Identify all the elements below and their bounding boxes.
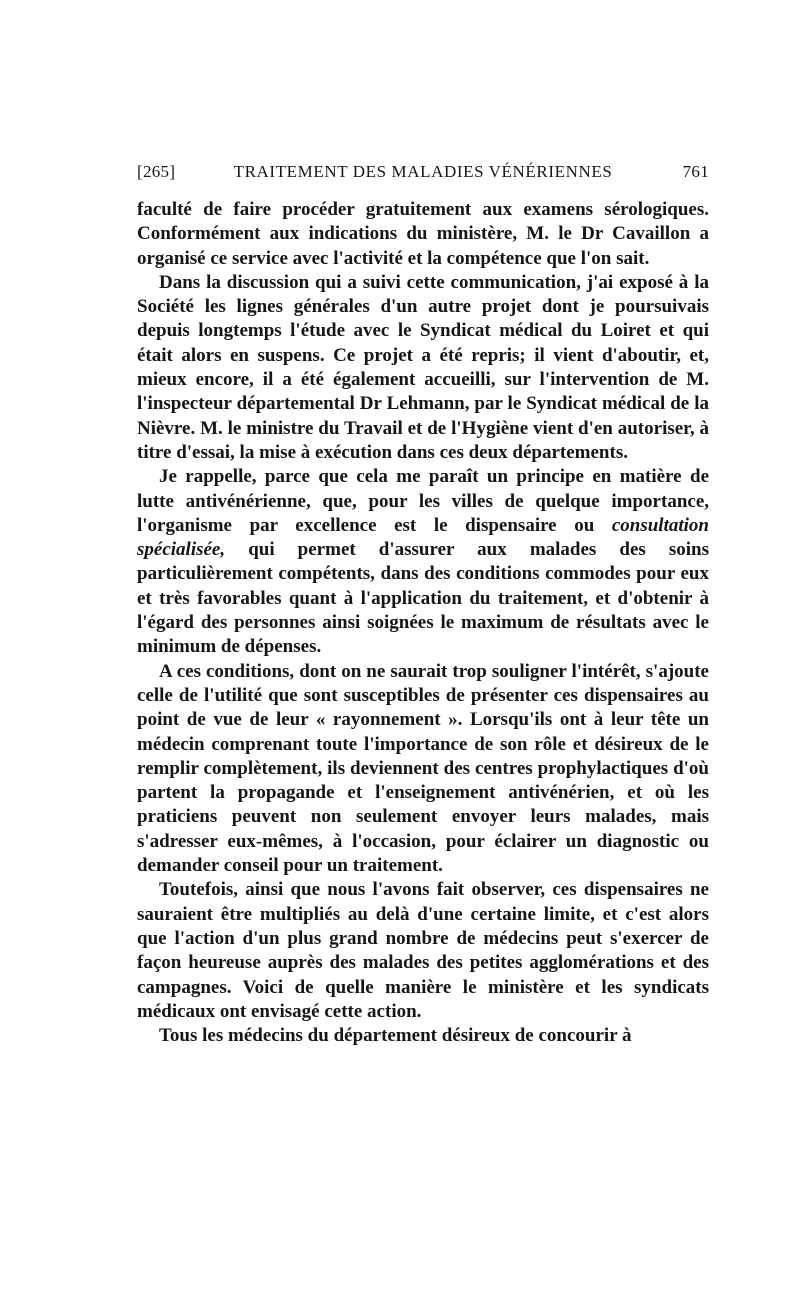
page-number: 761 — [682, 162, 709, 181]
paragraph-5: Toutefois, ainsi que nous l'avons fait observer, ces dispensaires ne sauraient être multipliés au delà d'une certaine limite, et c'est alors que l'action d'un plus grand nombre de médecins peut s'exercer de façon heureuse auprès des malades des petites agglomérations et des campagnes. Voici de quelle manière le ministère et les syndicats médicaux ont envisagé cette action. — [137, 879, 709, 1022]
body-text — [137, 198, 709, 1048]
paragraph-3-text-a: Je rappelle, parce que cela me paraît un principe en matière de lutte antivénérienne, que, pour les villes de quelque importance, l'organisme par excellence est le dispensaire ou — [137, 466, 709, 536]
paragraph-3-emphasis: consultation spécialisée, — [137, 514, 709, 561]
paragraph-2: Dans la discussion qui a suivi cette communication, j'ai exposé à la Société les lignes générales d'un autre projet dont je poursuivais depuis longtemps l'étude avec le Syndicat médical du Loiret et qui était alors en suspens. Ce projet a été repris; il vient d'aboutir, et, mieux encore, il a été également accueilli, sur l'intervention de M. l'inspecteur départemental Dr Lehmann, par le Syndicat médical de la Nièvre. M. le ministre du Travail et de l'Hygiène vient d'en autoriser, à titre d'essai, la mise à exécution dans ces deux départements. — [137, 271, 709, 463]
paragraph-1: faculté de faire procéder gratuitement aux examens sérologiques. Conformément aux indications du ministère, M. le Dr Cavaillon a organisé ce service avec l'activité et la compétence que l'on sait. — [137, 199, 709, 269]
section-page-ref: [265] — [137, 162, 176, 181]
paragraph-3-text-b: qui permet d'assurer aux malades des soins particulièrement compétents, dans des conditions commodes pour eux et très favorables quant à l'application du traitement, et d'obtenir à l'égard des personnes ainsi soignées le maximum de résultats avec le minimum de dépenses. — [137, 539, 709, 658]
paragraph-3 — [137, 465, 709, 659]
running-header — [137, 158, 709, 184]
paragraph-6: Tous les médecins du département désireux de concourir à — [159, 1025, 632, 1047]
running-title: TRAITEMENT DES MALADIES VÉNÉRIENNES — [233, 162, 613, 181]
paragraph-4: A ces conditions, dont on ne saurait trop souligner l'intérêt, s'ajoute celle de l'utilité que sont susceptibles de présenter ces dispensaires au point de vue de leur « rayonnement ». Lorsqu'ils ont à leur tête un médecin comprenant toute l'importance de son rôle et désireux de le remplir complètement, ils deviennent des centres prophylactiques d'où partent la propagande et l'enseignement antivénérien, et où les praticiens peuvent non seulement envoyer leurs malades, mais s'adresser eux-mêmes, à l'occasion, pour éclairer un diagnostic ou demander conseil pour un traitement. — [137, 660, 709, 877]
book-page — [137, 158, 709, 1048]
